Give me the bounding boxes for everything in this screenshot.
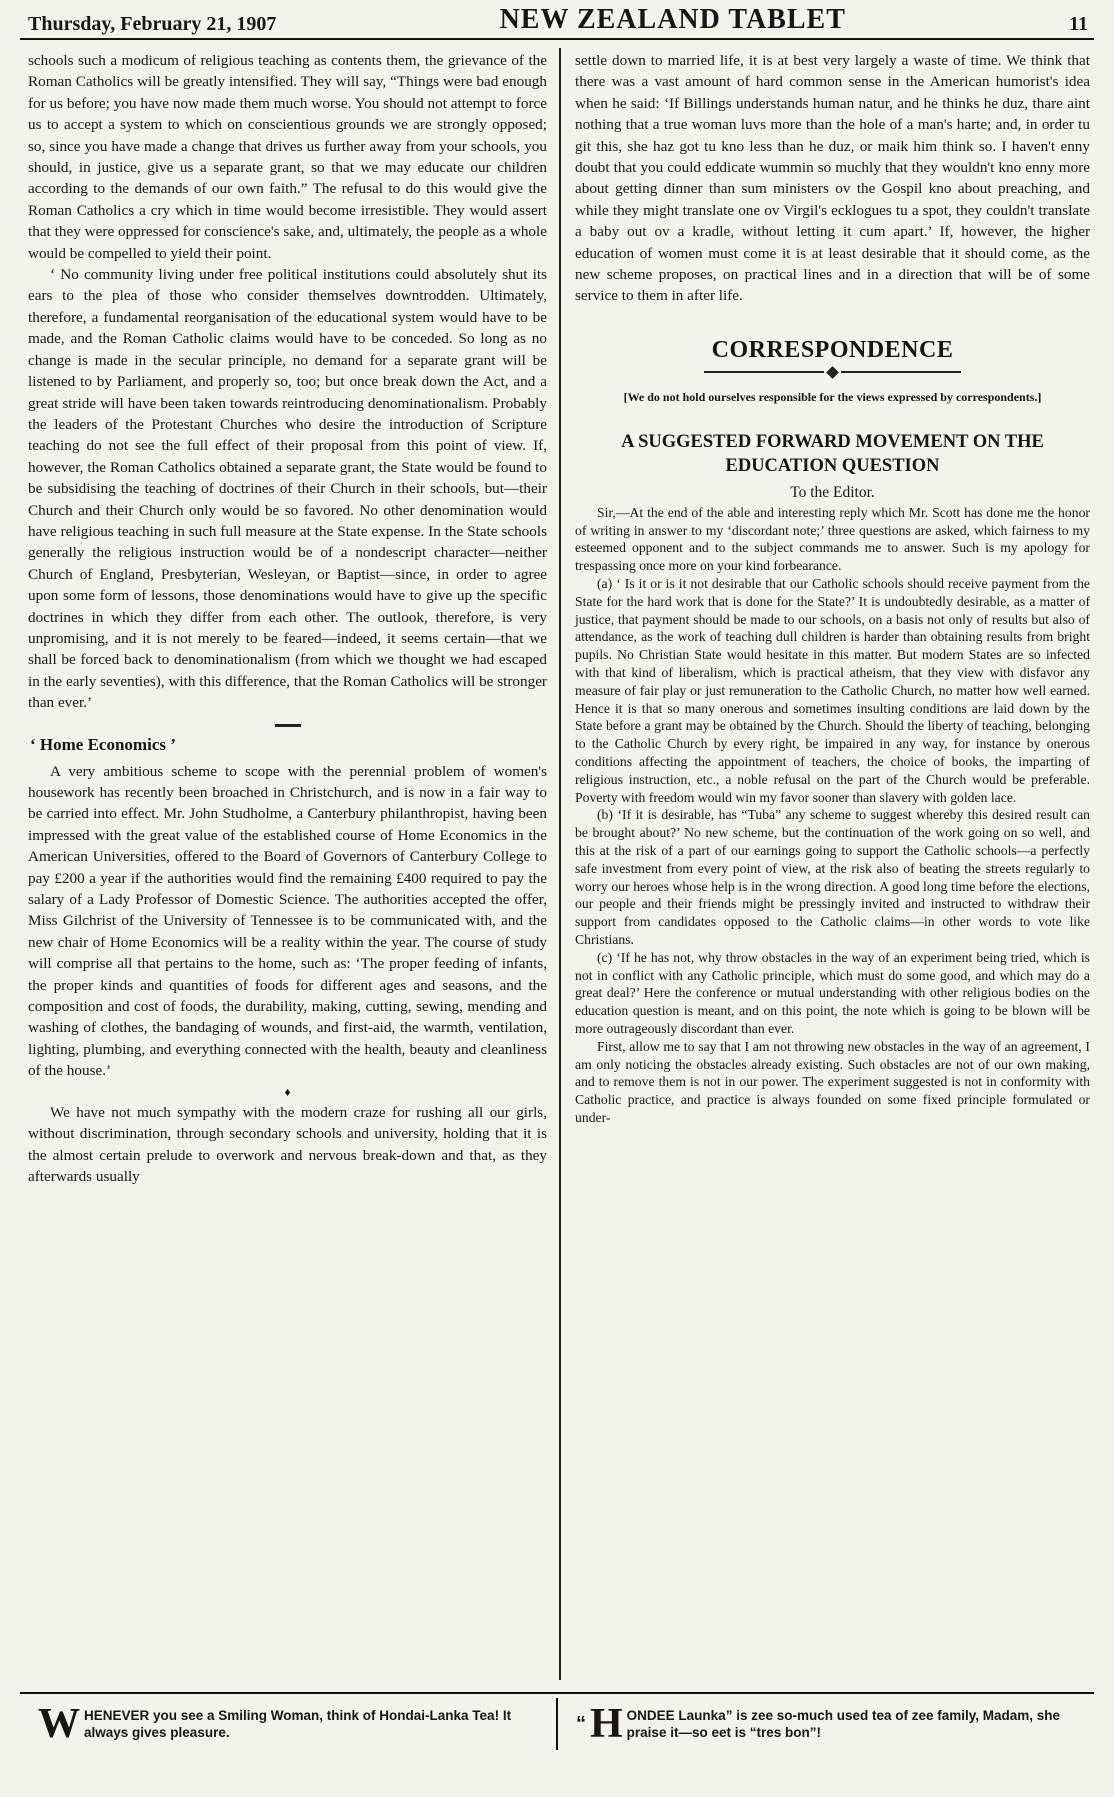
hondee-launka-ad [558,1694,1094,1754]
letter-paragraph: (b) ‘If it is desirable, has “Tuba” any scheme to suggest whereby this desired result can be brought about?’ No new scheme, but the continuation of the work going on so well, and this at the risk of a part of our earnings going to support the Catholic schools—a perfectly safe investment from every point of view, at the risk also of beating the streets regularly to worry our heroes whose help is in the wrong direction. A good long time before the elections, our people and their friends might be pressingly invited and instructed to withdraw their support from candidates opposed to the Catholic claims—in other words to vote like Christians. [575,807,1090,947]
article-paragraph: We have not much sympathy with the modern craze for rushing all our girls, without discrimination, through secondary schools and university, holding that it is the almost certain prelude to overwork and nervous break-down and that, as they afterwards usually [28,1103,547,1185]
footer-advertisements [20,1692,1094,1754]
ad-initial: H [590,1701,623,1747]
heading-ornament [575,368,1090,377]
ad-initial: W [38,1701,80,1747]
letter-paragraph: (c) ‘If he has not, why throw obstacles in the way of an experiment being tried, which is not in conflict with any Catholic principle, which must do some good, and which may do a great deal?’ Here the conference or mutual understanding with other religious bodies on the education question is meant, and on this point, the note which is going to be blown will be more outrageously discordant than ever. [575,949,1090,1036]
ad-text: HENEVER you see a Smiling Woman, think of Hondai-Lanka Tea! It always gives pleasure. [84,1708,512,1740]
dot-divider: ♦ [284,1084,291,1099]
masthead [20,0,1094,40]
issue-date: Thursday, February 21, 1907 [28,13,277,35]
article-paragraph: A very ambitious scheme to scope with the perennial problem of women's housework has recently been broached in Christchurch, and is now in a fair way to be carried into effect. Mr. John Studholme, a Canterbury philanthropist, having been impressed with the great value of the established course of Home Economics in the American Universities, offered to the Board of Governors of Canterbury College to pay £200 a year if the authorities would find the remaining £400 required to pay the salary of a Lady Professor of Domestic Science. The authorities accepted the offer, Miss Gilchrist of the University of Tennessee is to be communicated with, and the new chair of Home Economics will be a reality within the year. The course of study will comprise all that pertains to the home, such as: ‘The proper feeding of infants, the proper kinds and quantities of foods for different ages and seasons, and the composition and cost of foods, the durability, making, cutting, sewing, mending and washing of clothes, the bandaging of wounds, and first-aid, the warmth, ventilation, lighting, plumbing, and everything connected with the health, beauty and cleanliness of the house.’ [28,762,547,1080]
left-column [20,46,559,1680]
newspaper-title: NEW ZEALAND TABLET [499,4,846,35]
right-column [561,46,1094,1680]
letter-paragraph: (a) ‘ Is it or is it not desirable that our Catholic schools should receive payment from the State for the hard work that is done for the State?’ It is undoubtedly desirable, as a matter of justice, that payment should be made to our schools, on a basis not only of results but also of attendance, as the work of teaching dull children is harder than obtaining results from bright pupils. No Christian State would hesitate in this matter. But modern States are so infected with that kind of liberalism, which is practical atheism, that they view with disfavor any measure of fair play or just remuneration to the Catholic Church, no matter how well earned. Hence it is that so many onerous and sometimes insulting conditions are laid down by the State before a grant may be obtained by the Church. Should the liberty of teaching, belonging to the Catholic Church by every right, be impaired in any way, for instance by onerous conditions affecting the appointment of teachers, the choice of books, the imparting of religious instruction, etc., a noble refusal on the part of the Church would be preferable. Poverty with freedom would win my favor sooner than slavery with golden lace. [575,576,1090,805]
article-paragraph: settle down to married life, it is at best very largely a waste of time. We think that there was a vast amount of hard common sense in the American humorist's idea when he said: ‘If Billings understands human natur, and he thinks he duz, thare aint nothing that a true woman luvs more than the hole of a man's harte; and, in order tu git this, she haz got tu kno less than he duz, or maik him think so. I haven't enny doubt that you could eddicate wummin so muchly that they wouldn't kno enny more about getting dinner than sum ministers ov the Gospil kno about preaching, and while they might translate one ov Virgil's ecklogues tu a spot, they couldn't translate a baby out ov a kradle, without letting it cum apart.’ If, however, the higher education of women must come it is at least desirable that it should come, as the new scheme proposes, on practical lines and in a direction that will be of some service to them in after life. [575,52,1090,305]
ad-text: ONDEE Launka” is zee so-much used tea of zee family, Madam, she praise it—so eet is “tres bon”! [626,1708,1061,1740]
article-paragraph: schools such a modicum of religious teaching as contents them, the grievance of the Roman Catholics will be greatly intensified. They will say, “Things were bad enough for us before; you have now made them much worse. You should not attempt to force us to accept a system to which on conscientious grounds we are strongly opposed; so, since you have made a change that drives us further away from your schools, you should, in justice, give us a separate grant, so that we may educate our children according to the demands of our own faith.” The refusal to do this would give the Roman Catholics a cry which in time would become irresistible. They would assert that they were oppressed for conscience's sake, and, ultimately, the people as a whole would be compelled to yield their point. [28,52,547,262]
letter-paragraph: Sir,—At the end of the able and interesting reply which Mr. Scott has done me the honor of writing in answer to my ‘discordant note;’ three questions are asked, which fairness to my esteemed opponent and to the subject commands me to answer. Such is my apology for trespassing once more on your kind forbearance. [575,504,1090,574]
section-divider [275,724,301,727]
hondai-lanka-ad [20,1694,556,1754]
letter-salutation: To the Editor. [790,483,875,501]
correspondence-disclaimer: [We do not hold ourselves responsible for the views expressed by correspondents.] [623,389,1042,404]
letter-heading: A SUGGESTED FORWARD MOVEMENT ON THE EDUCATION QUESTION [621,431,1044,476]
page-number: 11 [1069,13,1088,35]
columns [20,46,1094,1680]
correspondence-heading: CORRESPONDENCE [711,336,954,363]
article-paragraph: ‘ No community living under free political institutions could absolutely shut its ears to the plea of those who consider themselves downtrodden. Ultimately, therefore, a fundamental reorganisation of the educational system would have to be made, and the Roman Catholic claims would have to be conceded. So long as no change is made in the secular principle, no demand for a separate grant will be listened to by Parliament, and properly so, too; but once break down the Act, and a great stride will have been taken towards reintroducing denominationalism. Probably the leaders of the Protestant Churches who desire the introduction of Scripture teaching do not see the full effect of their proposal from this point of view. If, however, the Roman Catholics obtained a separate grant, the State would be found to be subsidising the teaching of doctrines of their Church in their schools, but—their Church and their Church only would be so favored. No other denomination would have religious teaching in such full measure at the State expense. In the State schools generally the religious instruction would be of a nondescript character—neither Church of England, Presbyterian, Wesleyan, or Baptist—since, in order to agree upon some form of lessons, those denominations would have to give up the specific doctrines in which they differ from each other. The outlook, therefore, is very unpromising, and it is not merely to be feared—indeed, it seems certain—that we shall be forced back to denominationalism (from which we thought we had escaped in the early seventies), with this difference, that the Roman Catholics will be stronger than ever.’ [28,266,547,712]
diamond-icon [826,366,839,379]
home-economics-heading: ‘ Home Economics ’ [30,734,176,754]
letter-paragraph: First, allow me to say that I am not throwing new obstacles in the way of an agreement, I am only noticing the obstacles already existing. Such obstacles are not of our own making, and to remove them is not in our power. The experiment suggested is not in conformity with Catholic practice, and practice is always founded on some fixed principle formulated or under- [575,1038,1090,1125]
ad-open-quote: “ [576,1712,586,1735]
